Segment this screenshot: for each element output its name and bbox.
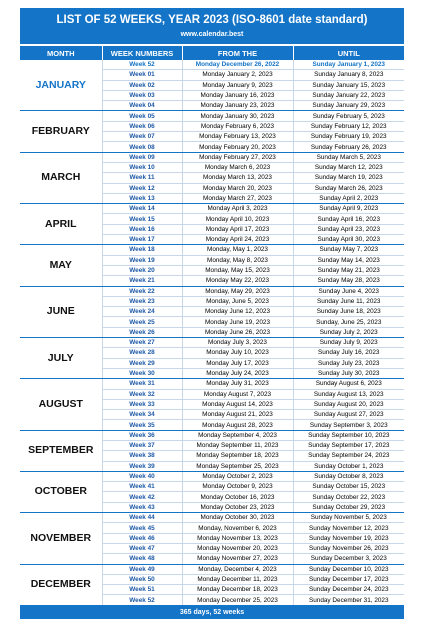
week-number: Week 52 (102, 60, 182, 70)
week-start-date: Monday January 23, 2023 (182, 101, 293, 111)
month-name: MARCH (20, 152, 102, 203)
week-number: Week 29 (102, 358, 182, 368)
week-number: Week 05 (102, 111, 182, 121)
week-number: Week 07 (102, 132, 182, 142)
week-number: Week 50 (102, 574, 182, 584)
week-number: Week 43 (102, 502, 182, 512)
week-end-date: Sunday February 5, 2023 (293, 111, 404, 121)
column-header-from: FROM THE (182, 45, 293, 60)
week-number: Week 41 (102, 482, 182, 492)
week-end-date: Sunday May 7, 2023 (293, 245, 404, 255)
week-start-date: Monday September 11, 2023 (182, 440, 293, 450)
month-name: AUGUST (20, 379, 102, 430)
week-end-date: Sunday January 15, 2023 (293, 80, 404, 90)
weeks-table-body (20, 60, 404, 605)
week-start-date: Monday May 22, 2023 (182, 276, 293, 286)
week-start-date: Monday, May 29, 2023 (182, 286, 293, 296)
week-start-date: Monday December 11, 2023 (182, 574, 293, 584)
week-end-date: Sunday September 10, 2023 (293, 430, 404, 440)
week-number: Week 51 (102, 585, 182, 595)
week-start-date: Monday March 20, 2023 (182, 183, 293, 193)
week-start-date: Monday October 30, 2023 (182, 513, 293, 523)
week-number: Week 42 (102, 492, 182, 502)
week-end-date: Sunday March 5, 2023 (293, 152, 404, 162)
week-end-date: Sunday October 1, 2023 (293, 461, 404, 471)
week-end-date: Sunday November 5, 2023 (293, 513, 404, 523)
week-number: Week 19 (102, 255, 182, 265)
week-number: Week 11 (102, 173, 182, 183)
week-end-date: Sunday January 1, 2023 (293, 60, 404, 70)
week-number: Week 28 (102, 348, 182, 358)
week-end-date: Sunday February 12, 2023 (293, 121, 404, 131)
week-end-date: Sunday March 19, 2023 (293, 173, 404, 183)
week-start-date: Monday February 6, 2023 (182, 121, 293, 131)
week-start-date: Monday March 6, 2023 (182, 162, 293, 172)
week-number: Week 21 (102, 276, 182, 286)
week-end-date: Sunday November 19, 2023 (293, 533, 404, 543)
week-number: Week 34 (102, 410, 182, 420)
week-start-date: Monday December 18, 2023 (182, 585, 293, 595)
week-end-date: Sunday January 8, 2023 (293, 70, 404, 80)
week-start-date: Monday March 27, 2023 (182, 193, 293, 203)
week-start-date: Monday, June 5, 2023 (182, 296, 293, 306)
week-start-date: Monday, December 4, 2023 (182, 564, 293, 574)
week-number: Week 49 (102, 564, 182, 574)
week-end-date: Sunday November 12, 2023 (293, 523, 404, 533)
week-number: Week 02 (102, 80, 182, 90)
week-number: Week 12 (102, 183, 182, 193)
week-start-date: Monday September 4, 2023 (182, 430, 293, 440)
week-end-date: Sunday August 6, 2023 (293, 379, 404, 389)
month-name: OCTOBER (20, 471, 102, 512)
week-number: Week 32 (102, 389, 182, 399)
week-number: Week 10 (102, 162, 182, 172)
week-number: Week 20 (102, 265, 182, 275)
week-number: Week 14 (102, 204, 182, 214)
week-start-date: Monday July 3, 2023 (182, 338, 293, 348)
week-end-date: Sunday January 29, 2023 (293, 101, 404, 111)
week-number: Week 16 (102, 224, 182, 234)
month-name: APRIL (20, 204, 102, 245)
week-number: Week 48 (102, 554, 182, 564)
week-start-date: Monday June 12, 2023 (182, 307, 293, 317)
table-row (20, 338, 404, 348)
week-start-date: Monday December 25, 2023 (182, 595, 293, 605)
week-start-date: Monday November 20, 2023 (182, 543, 293, 553)
week-number: Week 13 (102, 193, 182, 203)
table-row (20, 286, 404, 296)
week-start-date: Monday July 24, 2023 (182, 368, 293, 378)
week-number: Week 37 (102, 440, 182, 450)
table-row (20, 204, 404, 214)
week-end-date: Sunday December 31, 2023 (293, 595, 404, 605)
week-end-date: Sunday September 3, 2023 (293, 420, 404, 430)
weeks-table (20, 44, 404, 606)
week-start-date: Monday August 7, 2023 (182, 389, 293, 399)
week-number: Week 30 (102, 368, 182, 378)
calendar-page (20, 8, 404, 619)
week-number: Week 01 (102, 70, 182, 80)
week-start-date: Monday October 16, 2023 (182, 492, 293, 502)
week-start-date: Monday July 17, 2023 (182, 358, 293, 368)
week-start-date: Monday April 17, 2023 (182, 224, 293, 234)
week-number: Week 15 (102, 214, 182, 224)
week-end-date: Sunday November 26, 2023 (293, 543, 404, 553)
week-end-date: Sunday August 20, 2023 (293, 399, 404, 409)
week-start-date: Monday, November 6, 2023 (182, 523, 293, 533)
week-end-date: Sunday December 17, 2023 (293, 574, 404, 584)
week-number: Week 36 (102, 430, 182, 440)
week-start-date: Monday November 13, 2023 (182, 533, 293, 543)
week-end-date: Sunday July 16, 2023 (293, 348, 404, 358)
week-number: Week 08 (102, 142, 182, 152)
week-number: Week 18 (102, 245, 182, 255)
week-end-date: Sunday April 16, 2023 (293, 214, 404, 224)
week-end-date: Sunday May 28, 2023 (293, 276, 404, 286)
week-number: Week 06 (102, 121, 182, 131)
week-end-date: Sunday August 13, 2023 (293, 389, 404, 399)
week-number: Week 45 (102, 523, 182, 533)
week-number: Week 38 (102, 451, 182, 461)
week-start-date: Monday July 10, 2023 (182, 348, 293, 358)
week-start-date: Monday, May 8, 2023 (182, 255, 293, 265)
week-number: Week 47 (102, 543, 182, 553)
month-name: NOVEMBER (20, 513, 102, 564)
week-end-date: Sunday October 22, 2023 (293, 492, 404, 502)
week-start-date: Monday August 21, 2023 (182, 410, 293, 420)
week-start-date: Monday September 25, 2023 (182, 461, 293, 471)
week-end-date: Sunday April 30, 2023 (293, 235, 404, 245)
week-start-date: Monday January 16, 2023 (182, 90, 293, 100)
week-end-date: Sunday July 30, 2023 (293, 368, 404, 378)
column-header-week-numbers: WEEK NUMBERS (102, 45, 182, 60)
table-row (20, 152, 404, 162)
week-end-date: Sunday June 11, 2023 (293, 296, 404, 306)
week-number: Week 04 (102, 101, 182, 111)
week-end-date: Sunday July 23, 2023 (293, 358, 404, 368)
week-number: Week 31 (102, 379, 182, 389)
week-number: Week 27 (102, 338, 182, 348)
week-end-date: Sunday December 3, 2023 (293, 554, 404, 564)
table-row (20, 245, 404, 255)
week-number: Week 26 (102, 327, 182, 337)
week-number: Week 09 (102, 152, 182, 162)
week-start-date: Monday December 26, 2022 (182, 60, 293, 70)
week-start-date: Monday August 14, 2023 (182, 399, 293, 409)
week-start-date: Monday February 20, 2023 (182, 142, 293, 152)
week-start-date: Monday September 18, 2023 (182, 451, 293, 461)
page-title: LIST OF 52 WEEKS, YEAR 2023 (ISO-8601 date standard) (56, 14, 368, 26)
week-end-date: Sunday, June 25, 2023 (293, 317, 404, 327)
week-number: Week 03 (102, 90, 182, 100)
title-banner (20, 8, 404, 44)
week-end-date: Sunday June 18, 2023 (293, 307, 404, 317)
week-start-date: Monday October 2, 2023 (182, 471, 293, 481)
week-end-date: Sunday July 9, 2023 (293, 338, 404, 348)
month-name: MAY (20, 245, 102, 286)
column-header-until: UNTIL (293, 45, 404, 60)
week-number: Week 44 (102, 513, 182, 523)
month-name: JANUARY (20, 60, 102, 111)
week-number: Week 22 (102, 286, 182, 296)
month-name: JULY (20, 338, 102, 379)
week-start-date: Monday February 13, 2023 (182, 132, 293, 142)
week-number: Week 24 (102, 307, 182, 317)
table-row (20, 564, 404, 574)
table-row (20, 430, 404, 440)
week-start-date: Monday March 13, 2023 (182, 173, 293, 183)
week-number: Week 40 (102, 471, 182, 481)
week-number: Week 46 (102, 533, 182, 543)
table-row (20, 471, 404, 481)
week-end-date: Sunday May 21, 2023 (293, 265, 404, 275)
week-end-date: Sunday December 10, 2023 (293, 564, 404, 574)
week-end-date: Sunday February 19, 2023 (293, 132, 404, 142)
week-number: Week 25 (102, 317, 182, 327)
week-start-date: Monday, May 15, 2023 (182, 265, 293, 275)
week-end-date: Sunday April 23, 2023 (293, 224, 404, 234)
week-end-date: Sunday September 24, 2023 (293, 451, 404, 461)
week-end-date: Sunday October 15, 2023 (293, 482, 404, 492)
column-header-month: MONTH (20, 45, 102, 60)
footer-summary: 365 days, 52 weeks (20, 606, 404, 619)
week-end-date: Sunday February 26, 2023 (293, 142, 404, 152)
week-start-date: Monday October 9, 2023 (182, 482, 293, 492)
week-end-date: Sunday May 14, 2023 (293, 255, 404, 265)
week-start-date: Monday October 23, 2023 (182, 502, 293, 512)
table-header-row (20, 45, 404, 60)
week-start-date: Monday June 19, 2023 (182, 317, 293, 327)
week-start-date: Monday January 2, 2023 (182, 70, 293, 80)
table-row (20, 60, 404, 70)
website-label: www.calendar.best (180, 31, 244, 38)
week-end-date: Sunday June 4, 2023 (293, 286, 404, 296)
month-name: SEPTEMBER (20, 430, 102, 471)
month-name: FEBRUARY (20, 111, 102, 152)
week-end-date: Sunday December 24, 2023 (293, 585, 404, 595)
week-start-date: Monday April 3, 2023 (182, 204, 293, 214)
week-end-date: Sunday January 22, 2023 (293, 90, 404, 100)
week-start-date: Monday April 10, 2023 (182, 214, 293, 224)
week-end-date: Sunday July 2, 2023 (293, 327, 404, 337)
week-end-date: Sunday March 26, 2023 (293, 183, 404, 193)
week-end-date: Sunday April 2, 2023 (293, 193, 404, 203)
week-number: Week 33 (102, 399, 182, 409)
table-row (20, 513, 404, 523)
week-start-date: Monday June 26, 2023 (182, 327, 293, 337)
week-end-date: Sunday March 12, 2023 (293, 162, 404, 172)
table-row (20, 111, 404, 121)
week-number: Week 23 (102, 296, 182, 306)
month-name: JUNE (20, 286, 102, 337)
week-start-date: Monday January 9, 2023 (182, 80, 293, 90)
month-name: DECEMBER (20, 564, 102, 605)
week-start-date: Monday January 30, 2023 (182, 111, 293, 121)
week-number: Week 35 (102, 420, 182, 430)
week-start-date: Monday August 28, 2023 (182, 420, 293, 430)
week-number: Week 17 (102, 235, 182, 245)
table-row (20, 379, 404, 389)
week-start-date: Monday July 31, 2023 (182, 379, 293, 389)
week-number: Week 39 (102, 461, 182, 471)
week-start-date: Monday April 24, 2023 (182, 235, 293, 245)
week-end-date: Sunday April 9, 2023 (293, 204, 404, 214)
week-start-date: Monday February 27, 2023 (182, 152, 293, 162)
week-end-date: Sunday October 8, 2023 (293, 471, 404, 481)
week-start-date: Monday, May 1, 2023 (182, 245, 293, 255)
week-end-date: Sunday August 27, 2023 (293, 410, 404, 420)
week-end-date: Sunday October 29, 2023 (293, 502, 404, 512)
week-end-date: Sunday September 17, 2023 (293, 440, 404, 450)
week-number: Week 52 (102, 595, 182, 605)
week-start-date: Monday November 27, 2023 (182, 554, 293, 564)
